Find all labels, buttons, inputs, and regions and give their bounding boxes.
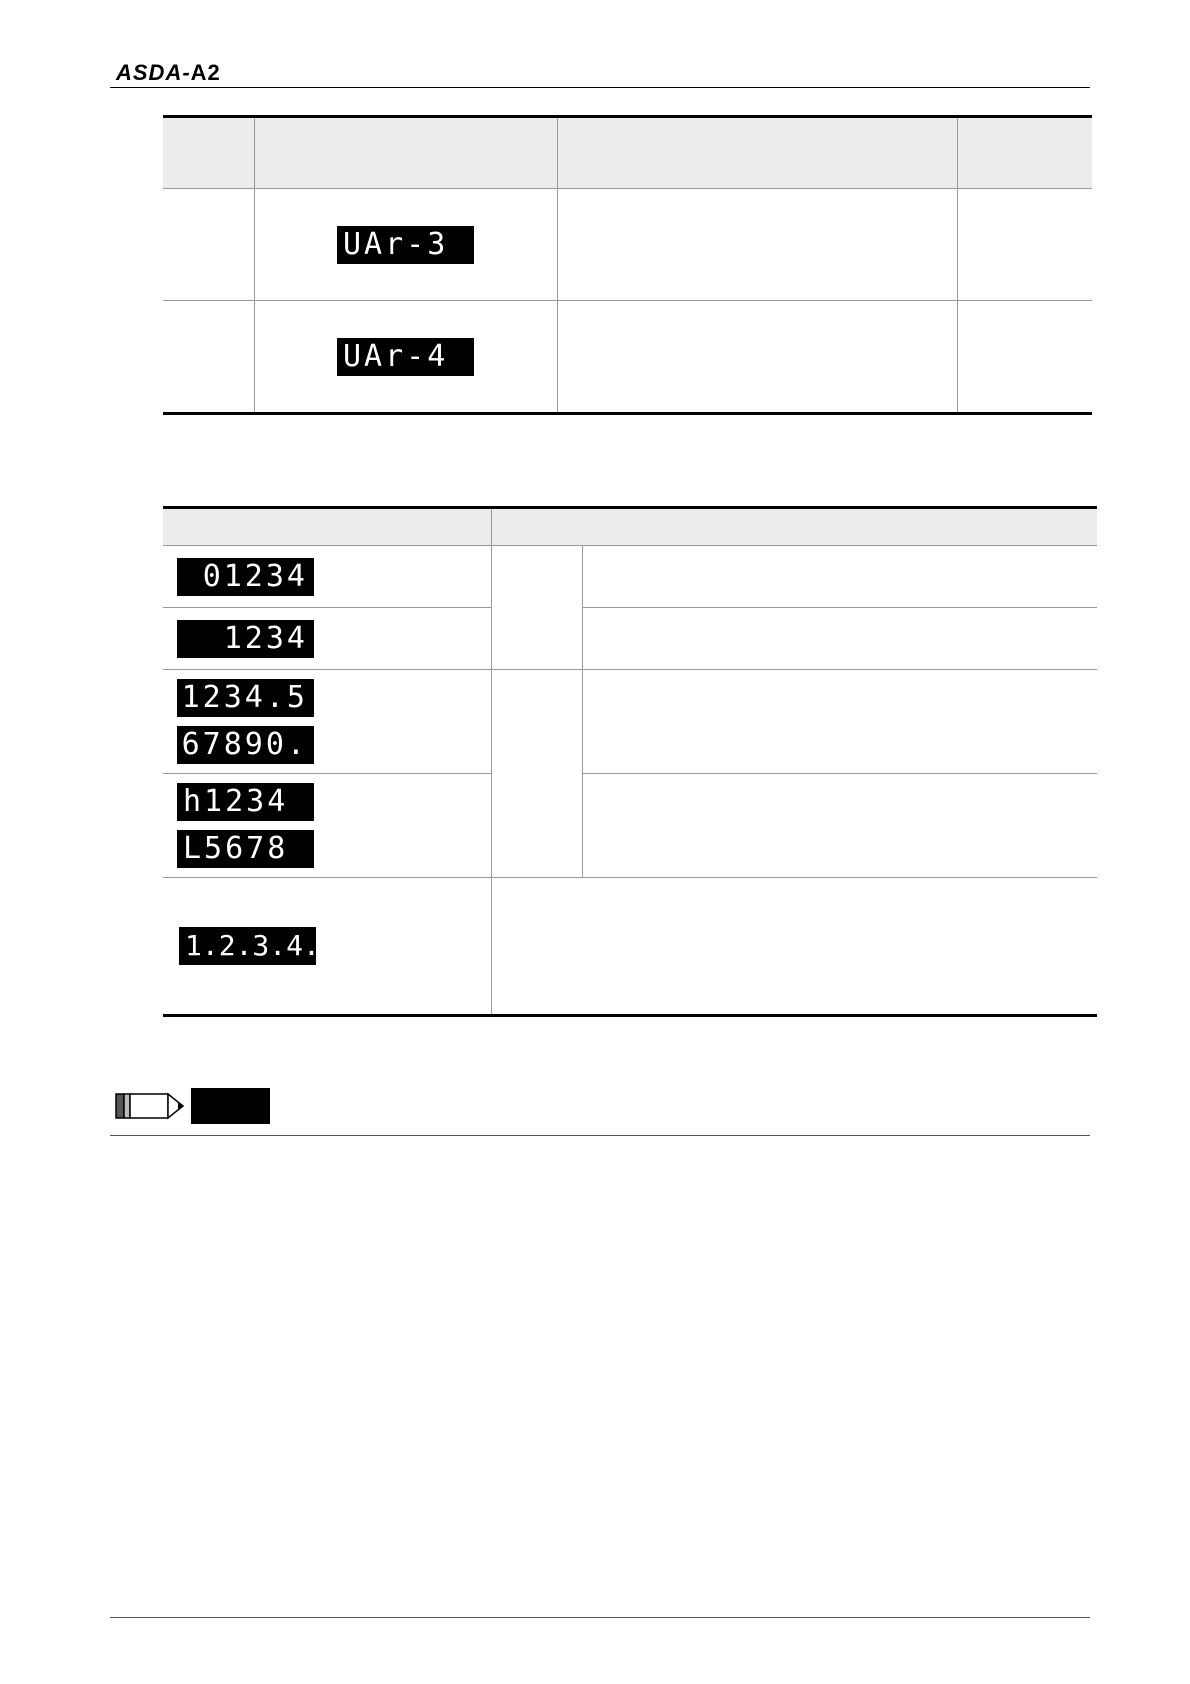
led-display: L5678 <box>177 830 314 868</box>
header-cell <box>163 508 491 546</box>
led-display: 1234.5 <box>177 679 314 717</box>
table-cell <box>163 301 254 414</box>
led-display: 1234 <box>177 620 314 658</box>
display-cell <box>163 670 491 774</box>
table-row <box>163 774 1097 878</box>
table-cell <box>557 189 957 301</box>
led-display: UAr-4 <box>337 338 474 376</box>
header-cell <box>957 117 1092 189</box>
header-cell <box>163 117 254 189</box>
table-cell <box>582 774 1097 878</box>
brand-logo <box>116 60 221 86</box>
led-display: h1234 <box>177 783 314 821</box>
logo-separator: - <box>182 60 191 85</box>
display-stack <box>177 679 491 764</box>
led-display: 67890. <box>177 726 314 764</box>
led-display: 1.2.3.4.5. <box>179 927 316 965</box>
display-table-2 <box>163 506 1097 1017</box>
table-cell <box>957 301 1092 414</box>
table-row <box>163 670 1097 774</box>
footer-divider <box>110 1617 1090 1618</box>
pencil-icon <box>115 1092 185 1120</box>
table-cell <box>582 670 1097 774</box>
note-divider <box>110 1135 1090 1136</box>
table-header-row <box>163 117 1092 189</box>
display-cell <box>163 546 491 608</box>
header-divider <box>110 87 1090 88</box>
table-cell <box>557 301 957 414</box>
note-label-box <box>191 1088 270 1124</box>
table-cell <box>582 608 1097 670</box>
note-marker <box>115 1088 270 1124</box>
table-cell <box>491 878 1097 1016</box>
logo-model: A2 <box>190 60 221 85</box>
table-row <box>163 189 1092 301</box>
display-cell <box>163 774 491 878</box>
table-row <box>163 878 1097 1016</box>
logo-main: ASDA <box>116 60 183 85</box>
led-display: UAr-3 <box>337 226 474 264</box>
header-cell <box>491 508 1097 546</box>
table-row <box>163 546 1097 608</box>
table-header-row <box>163 508 1097 546</box>
display-cell <box>254 189 557 301</box>
table-cell <box>491 670 582 878</box>
table-row <box>163 608 1097 670</box>
header-cell <box>557 117 957 189</box>
display-cell <box>163 878 491 1016</box>
table-row <box>163 301 1092 414</box>
table-cell <box>957 189 1092 301</box>
display-table-1 <box>163 115 1092 415</box>
display-cell <box>254 301 557 414</box>
display-cell <box>163 608 491 670</box>
display-stack <box>177 783 491 868</box>
header-cell <box>254 117 557 189</box>
led-display: 01234 <box>177 558 314 596</box>
table-cell <box>163 189 254 301</box>
table-cell <box>491 546 582 670</box>
table-cell <box>582 546 1097 608</box>
page-header <box>110 60 1090 88</box>
